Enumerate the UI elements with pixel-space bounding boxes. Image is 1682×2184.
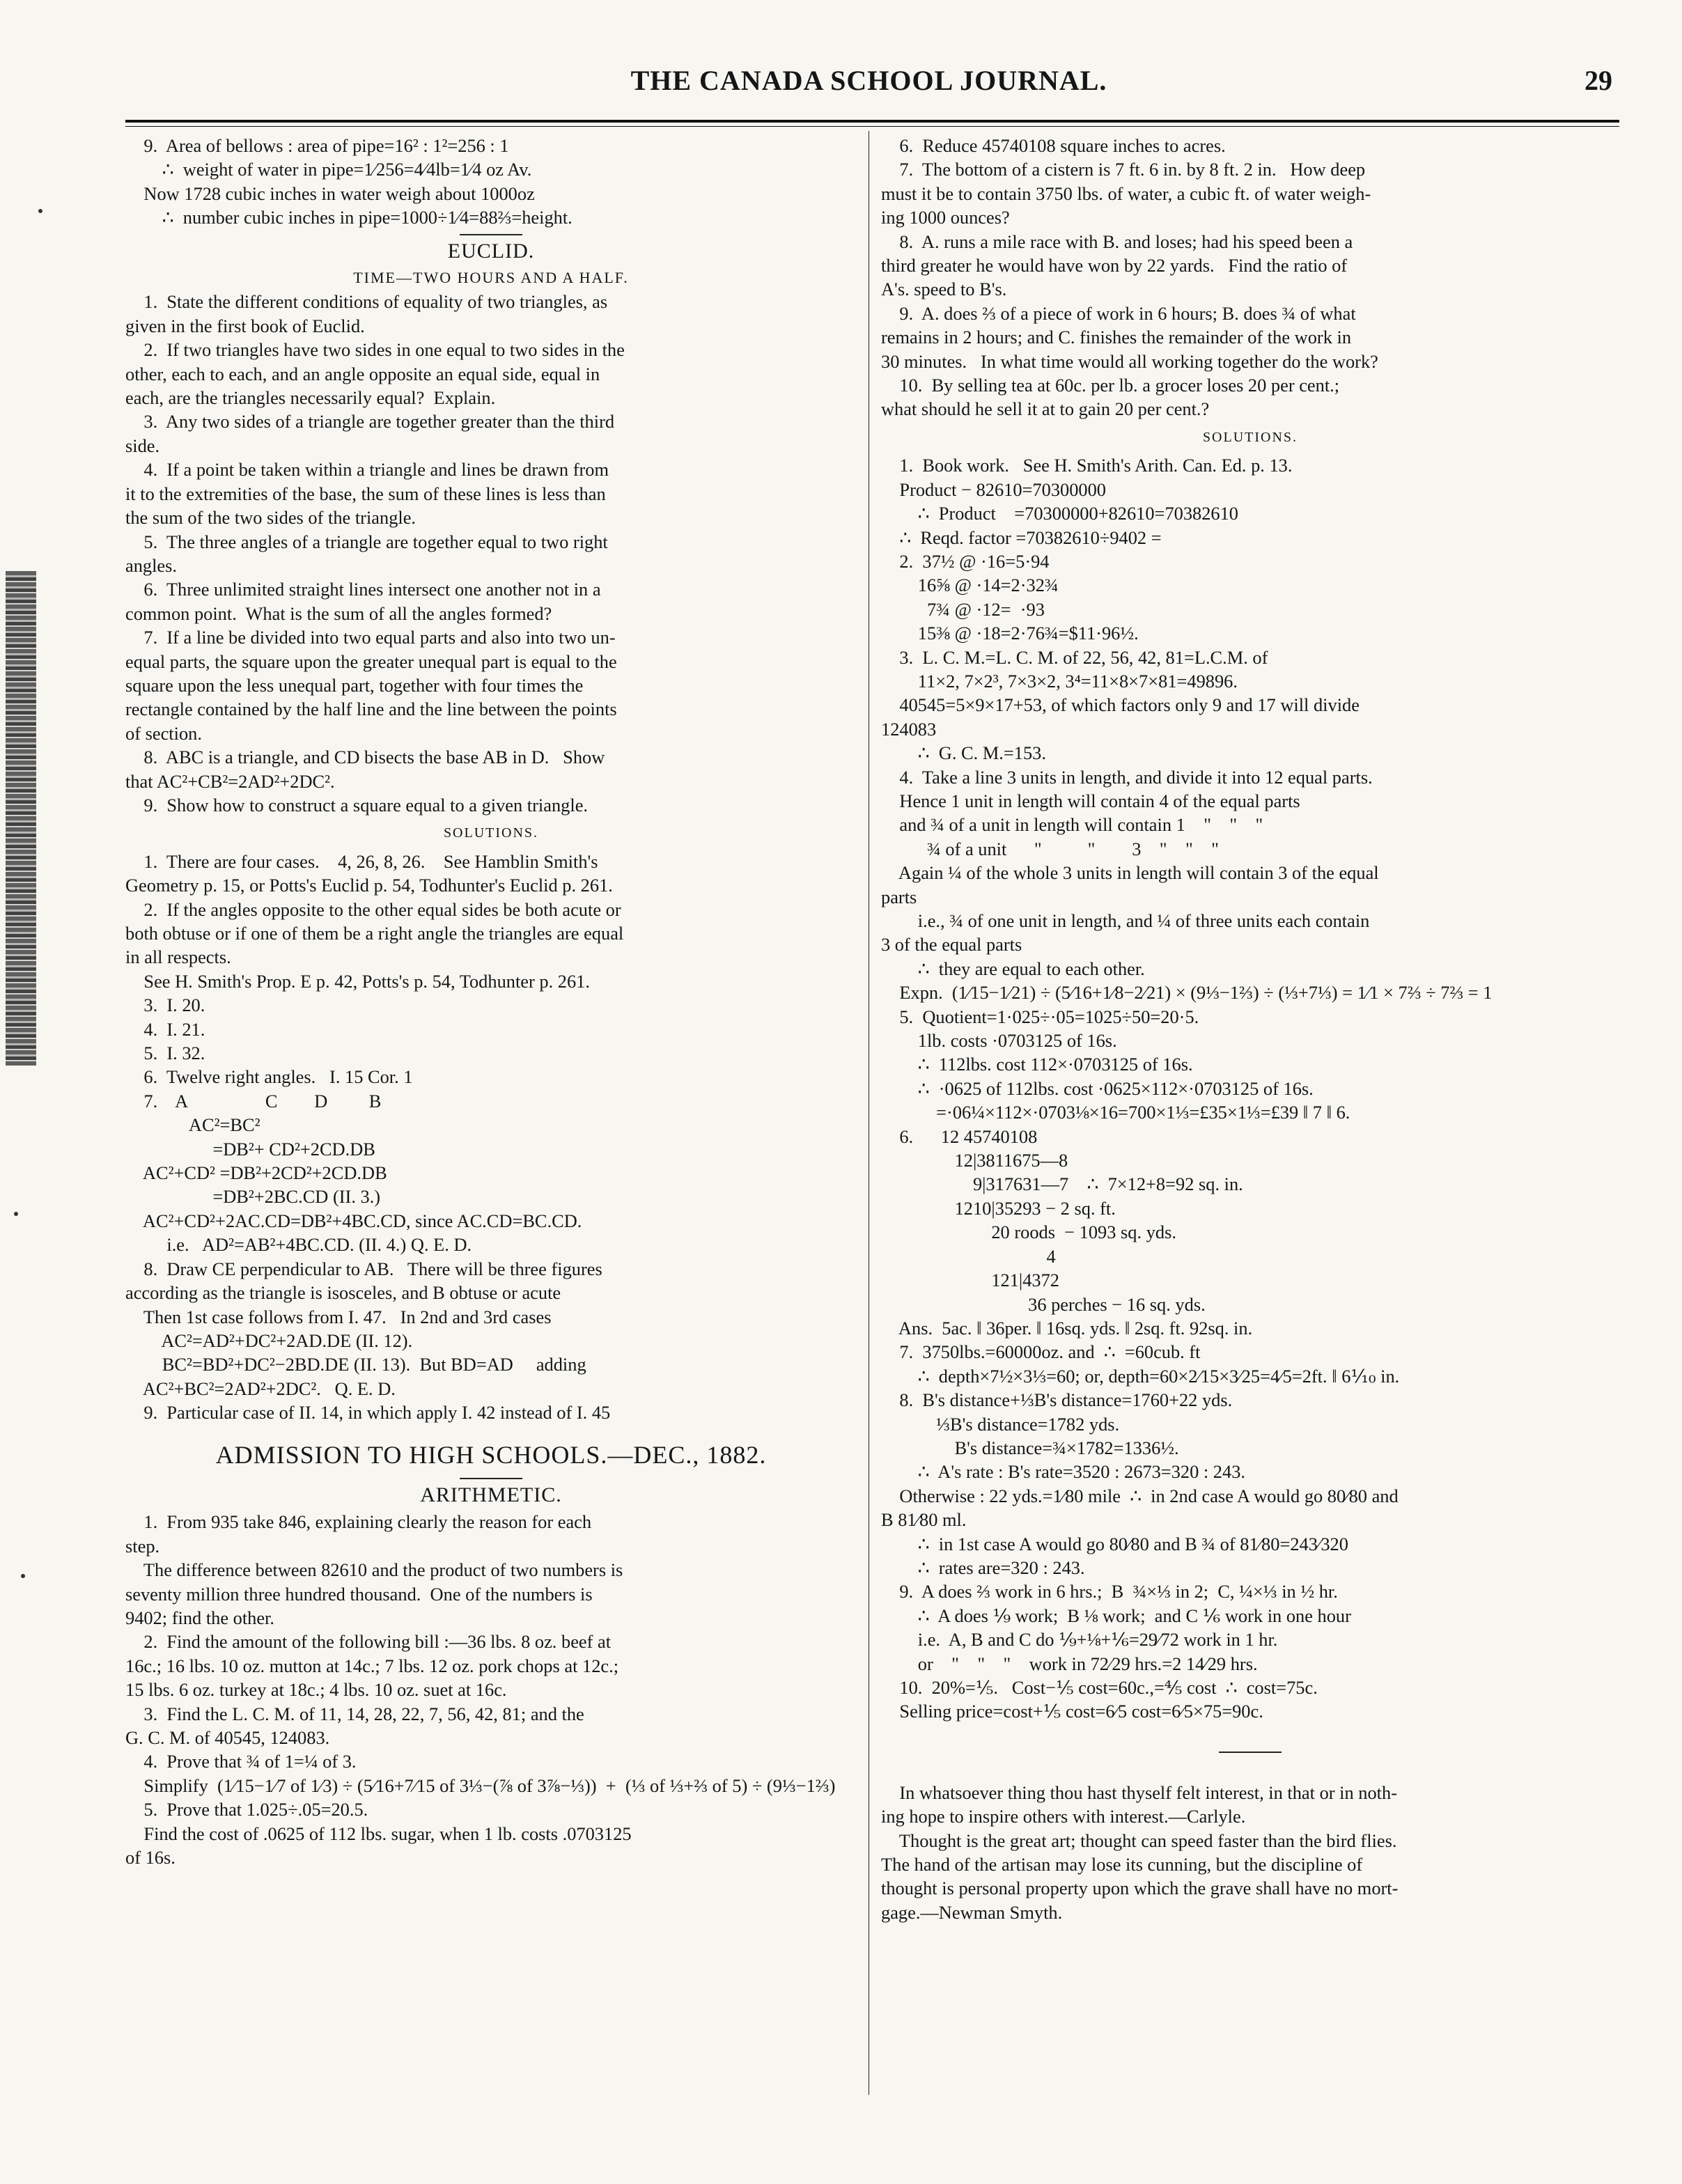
text-line: AC²=BC² <box>125 1114 260 1136</box>
text-line: 4 <box>881 1245 1056 1267</box>
text-line: ∴ 112lbs. cost 112×·0703125 of 16s. <box>881 1054 1193 1075</box>
right-column <box>881 134 1619 1924</box>
admission-title: ADMISSION TO HIGH SCHOOLS.—DEC., 1882. <box>215 1440 767 1469</box>
text-line: 1lb. costs ·0703125 of 16s. <box>881 1030 1117 1052</box>
text-line: Expn. (1⁄15−1⁄21) ÷ (5⁄16+1⁄8−2⁄21) × (9⅓−1⅔) ÷ (⅓+7⅓) = 1⁄1 × 7⅔ ÷ 7⅔ = 1 <box>881 982 1493 1004</box>
text-line: BC²=BD²+DC²−2BD.DE (II. 13). But BD=AD adding <box>125 1354 586 1375</box>
euclid-solutions <box>125 850 857 1425</box>
text-line: 1. There are four cases. 4, 26, 8, 26. See Hamblin Smith's <box>125 850 598 872</box>
text-line: 9. A does ⅔ work in 6 hrs.; B ¾×⅓ in 2; C, ¼×⅓ in ½ hr. <box>881 1581 1338 1602</box>
arithmetic-title: ARITHMETIC. <box>420 1483 562 1506</box>
text-line: gage.—Newman Smyth. <box>881 1901 1063 1923</box>
text-line: G. C. M. of 40545, 124083. <box>125 1727 330 1748</box>
text-line: =·06¼×112×·0703⅛×16=700×1⅓=£35×1⅓=£39 ‖ 7 ‖ 6. <box>881 1102 1350 1123</box>
text-line: 9. A. does ⅔ of a piece of work in 6 hours; B. does ¾ of what <box>881 302 1356 324</box>
text-line: remains in 2 hours; and C. finishes the remainder of the work in <box>881 327 1352 348</box>
arithmetic-solutions <box>881 453 1619 1724</box>
header-rule-thin <box>125 126 1619 127</box>
text-line: 7¾ @ ·12= ·93 <box>881 598 1045 620</box>
text-line: The difference between 82610 and the product of two numbers is <box>125 1559 623 1581</box>
text-line: 5. Quotient=1·025÷·05=1025÷50=20·5. <box>881 1006 1199 1027</box>
text-line: AC²=AD²+DC²+2AD.DE (II. 12). <box>125 1329 413 1351</box>
text-line: what should he sell it at to gain 20 per cent.? <box>881 398 1210 420</box>
text-line: 16⅝ @ ·14=2·32¾ <box>881 575 1059 596</box>
text-line: ∴ they are equal to each other. <box>881 958 1145 979</box>
text-line: 3. L. C. M.=L. C. M. of 22, 56, 42, 81=L.C.M. of <box>881 646 1268 668</box>
arithmetic-questions <box>125 1510 857 1869</box>
text-line: 4. I. 21. <box>125 1018 205 1040</box>
text-line: 8. B's distance+⅓B's distance=1760+22 yds. <box>881 1389 1233 1411</box>
section-rule <box>460 1478 522 1479</box>
text-line: that AC²+CB²=2AD²+2DC². <box>125 770 335 792</box>
text-line: Product − 82610=70300000 <box>881 478 1106 500</box>
text-line: ∴ ·0625 of 112lbs. cost ·0625×112×·0703125 of 16s. <box>881 1077 1314 1099</box>
text-line: Again ¼ of the whole 3 units in length will contain 3 of the equal <box>881 862 1379 884</box>
section-rule <box>1219 1752 1282 1753</box>
text-line: 9. Area of bellows : area of pipe=16² : 1²=256 : 1 <box>125 135 509 156</box>
text-line: 36 perches − 16 sq. yds. <box>881 1293 1206 1315</box>
text-line: parts <box>881 886 917 907</box>
text-line: 124083 <box>881 718 937 740</box>
bellows-solution <box>125 134 857 230</box>
text-line: In whatsoever thing thou hast thyself felt interest, in that or in noth- <box>881 1781 1397 1803</box>
text-line: ∴ number cubic inches in pipe=1000÷1⁄4=88⅔=height. <box>125 207 573 228</box>
text-line: =DB²+2BC.CD (II. 3.) <box>125 1186 381 1208</box>
text-line: thought is personal property upon which the grave shall have no mort- <box>881 1878 1399 1899</box>
text-line: 3. Any two sides of a triangle are together greater than the third <box>125 411 615 432</box>
text-line: the sum of the two sides of the triangle. <box>125 507 416 529</box>
text-line: 7. 3750lbs.=60000oz. and ∴ =60cub. ft <box>881 1341 1201 1363</box>
text-line: according as the triangle is isosceles, and B obtuse or acute <box>125 1282 561 1304</box>
text-line: ∴ weight of water in pipe=1⁄256=4⁄4lb=1⁄4 oz Av. <box>125 159 532 180</box>
text-line: Simplify (1⁄15−1⁄7 of 1⁄3) ÷ (5⁄16+7⁄15 of 3⅓−(⅞ of 3⅞−⅓)) + (⅓ of ⅓+⅔ of 5) ÷ (9⅓−1⅔) <box>125 1774 836 1796</box>
text-line: 1. State the different conditions of equality of two triangles, as <box>125 291 608 313</box>
left-column <box>125 134 857 1869</box>
text-line: 1210|35293 − 2 sq. ft. <box>881 1197 1116 1219</box>
text-line: 7. The bottom of a cistern is 7 ft. 6 in. by 8 ft. 2 in. How deep <box>881 159 1366 180</box>
text-line: Now 1728 cubic inches in water weigh about 1000oz <box>125 182 535 204</box>
text-line: Find the cost of .0625 of 112 lbs. sugar, when 1 lb. costs .0703125 <box>125 1823 632 1844</box>
section-rule <box>460 234 522 235</box>
text-line: 10. 20%=⅕. Cost−⅕ cost=60c.,=⅘ cost ∴ cost=75c. <box>881 1677 1318 1698</box>
text-line: ing hope to inspire others with interest.—Carlyle. <box>881 1806 1246 1827</box>
text-line: 20 roods − 1093 sq. yds. <box>881 1222 1176 1243</box>
text-line: 2. Find the amount of the following bill :—36 lbs. 8 oz. beef at <box>125 1631 612 1653</box>
text-line: 6. Three unlimited straight lines intersect one another not in a <box>125 579 601 600</box>
text-line: 9. Show how to construct a square equal to a given triangle. <box>125 794 589 816</box>
text-line: B 81⁄80 ml. <box>881 1509 967 1531</box>
page-number: 29 <box>1584 65 1612 96</box>
text-line: i.e., ¾ of one unit in length, and ¼ of three units each contain <box>881 910 1370 931</box>
text-line: 121|4372 <box>881 1270 1059 1291</box>
text-line: of 16s. <box>125 1847 176 1869</box>
text-line: AC²+CD²+2AC.CD=DB²+4BC.CD, since AC.CD=BC.CD. <box>125 1210 582 1231</box>
text-line: seventy million three hundred thousand. One of the numbers is <box>125 1583 593 1605</box>
text-line: in all respects. <box>125 946 231 968</box>
text-line: 6. 12 45740108 <box>881 1125 1038 1147</box>
text-line: AC²+CD² =DB²+2CD²+2CD.DB <box>125 1162 387 1184</box>
carlyle-quote <box>881 1781 1619 1829</box>
text-line: Geometry p. 15, or Potts's Euclid p. 54, Todhunter's Euclid p. 261. <box>125 875 613 896</box>
text-line: 12|3811675—8 <box>881 1150 1068 1171</box>
text-line: 7. If a line be divided into two equal parts and also into two un- <box>125 627 616 648</box>
text-line: 30 minutes. In what time would all working together do the work? <box>881 350 1378 372</box>
text-line: ∴ A does ⅑ work; B ⅛ work; and C ⅙ work in one hour <box>881 1605 1351 1626</box>
spacer <box>881 1724 1619 1747</box>
journal-title: THE CANADA SCHOOL JOURNAL. <box>630 65 1107 96</box>
text-line: Ans. 5ac. ‖ 36per. ‖ 16sq. yds. ‖ 2sq. ft. 92sq. in. <box>881 1317 1253 1339</box>
text-line: Selling price=cost+⅕ cost=6⁄5 cost=6⁄5×75=90c. <box>881 1701 1263 1722</box>
arithmetic-solutions-label: SOLUTIONS. <box>1202 429 1298 445</box>
text-line: ∴ depth×7½×3⅓=60; or, depth=60×2⁄15×3⁄25=4⁄5=2ft. ‖ 6⅒ in. <box>881 1365 1400 1387</box>
text-line: or " " " work in 72⁄29 hrs.=2 14⁄29 hrs. <box>881 1653 1258 1674</box>
text-line: square upon the less unequal part, together with four times the <box>125 674 584 696</box>
text-line: 4. Take a line 3 units in length, and divide it into 12 equal parts. <box>881 766 1373 788</box>
text-line: ∴ rates are=320 : 243. <box>881 1557 1085 1578</box>
text-line: 9. Particular case of II. 14, in which apply I. 42 instead of I. 45 <box>125 1402 611 1424</box>
text-line: 2. If two triangles have two sides in one equal to two sides in the <box>125 339 625 361</box>
text-line: 3 of the equal parts <box>881 934 1022 956</box>
text-line: of section. <box>125 722 202 744</box>
text-line: 2. If the angles opposite to the other equal sides be both acute or <box>125 898 621 920</box>
text-line: third greater he would have won by 22 yards. Find the ratio of <box>881 255 1348 276</box>
euclid-solutions-label: SOLUTIONS. <box>443 825 539 841</box>
text-line: 10. By selling tea at 60c. per lb. a grocer loses 20 per cent.; <box>881 375 1340 396</box>
text-line: it to the extremities of the base, the sum of these lines is less than <box>125 483 606 504</box>
text-line: B's distance=¾×1782=1336½. <box>881 1437 1179 1458</box>
text-line: 8. ABC is a triangle, and CD bisects the base AB in D. Show <box>125 747 605 768</box>
text-line: The hand of the artisan may lose its cunning, but the discipline of <box>881 1854 1363 1875</box>
text-line: both obtuse or if one of them be a right angle the triangles are equal <box>125 923 624 944</box>
text-line: 6. Reduce 45740108 square inches to acres. <box>881 135 1226 156</box>
text-line: must it be to contain 3750 lbs. of water, a cubic ft. of water weigh- <box>881 182 1371 204</box>
text-line: 2. 37½ @ ·16=5·94 <box>881 550 1050 572</box>
text-line: ⅓B's distance=1782 yds. <box>881 1413 1120 1435</box>
text-line: ing 1000 ounces? <box>881 207 1010 228</box>
text-line: rectangle contained by the half line and the line between the points <box>125 699 617 720</box>
text-line: side. <box>125 435 160 456</box>
text-line: equal parts, the square upon the greater unequal part is equal to the <box>125 650 617 672</box>
text-line: Thought is the great art; thought can speed faster than the bird flies. <box>881 1830 1397 1851</box>
text-line: ∴ Reqd. factor =70382610÷9402 = <box>881 526 1162 548</box>
text-line: i.e. A, B and C do ⅑+⅛+⅙=29⁄72 work in 1 hr. <box>881 1629 1278 1651</box>
text-line: ∴ Product =70300000+82610=70382610 <box>881 503 1239 524</box>
scan-binding-strip <box>6 571 36 1066</box>
text-line: AC²+BC²=2AD²+2DC². Q. E. D. <box>125 1378 396 1399</box>
text-line: 16c.; 16 lbs. 10 oz. mutton at 14c.; 7 lbs. 12 oz. pork chops at 12c.; <box>125 1655 619 1676</box>
text-line: 9402; find the other. <box>125 1607 275 1628</box>
text-line: 5. The three angles of a triangle are together equal to two right <box>125 531 608 552</box>
text-line: ¾ of a unit " " 3 " " " <box>881 838 1219 859</box>
text-line: ∴ in 1st case A would go 80⁄80 and B ¾ of 81⁄80=243⁄320 <box>881 1533 1348 1554</box>
arithmetic-questions-cont <box>881 134 1619 421</box>
scan-speck <box>21 1574 25 1578</box>
text-line: angles. <box>125 554 178 576</box>
text-line: A's. speed to B's. <box>881 279 1007 300</box>
text-line: i.e. AD²=AB²+4BC.CD. (II. 4.) Q. E. D. <box>125 1234 472 1256</box>
text-line: 8. A. runs a mile race with B. and loses; had his speed been a <box>881 231 1353 252</box>
text-line: Hence 1 unit in length will contain 4 of the equal parts <box>881 790 1300 811</box>
scan-speck <box>14 1212 18 1216</box>
text-line: See H. Smith's Prop. E p. 42, Potts's p. 54, Todhunter p. 261. <box>125 970 590 992</box>
text-line: 7. A C D B <box>125 1090 382 1112</box>
text-line: 15 lbs. 6 oz. turkey at 18c.; 4 lbs. 10 oz. suet at 16c. <box>125 1679 507 1701</box>
text-line: 6. Twelve right angles. I. 15 Cor. 1 <box>125 1066 413 1088</box>
scan-speck <box>38 209 42 213</box>
text-line: common point. What is the sum of all the angles formed? <box>125 602 552 624</box>
text-line: and ¾ of a unit in length will contain 1 " " " <box>881 814 1263 836</box>
euclid-title: EUCLID. <box>447 239 535 263</box>
euclid-time: TIME—TWO HOURS AND A HALF. <box>353 269 629 287</box>
text-line: ∴ A's rate : B's rate=3520 : 2673=320 : 243. <box>881 1461 1245 1483</box>
text-line: 4. If a point be taken within a triangle and lines be drawn from <box>125 459 609 481</box>
text-line: 9|317631—7 ∴ 7×12+8=92 sq. in. <box>881 1173 1243 1195</box>
euclid-questions <box>125 290 857 817</box>
text-line: other, each to each, and an angle opposite an equal side, equal in <box>125 363 600 384</box>
header-rule-thick <box>125 120 1619 123</box>
text-line: step. <box>125 1535 160 1557</box>
text-line: given in the first book of Euclid. <box>125 315 365 336</box>
text-line: =DB²+ CD²+2CD.DB <box>125 1138 375 1160</box>
text-line: each, are the triangles necessarily equal? Explain. <box>125 387 496 409</box>
text-line: 5. I. 32. <box>125 1043 205 1064</box>
text-line: 15⅜ @ ·18=2·76¾=$11·96½. <box>881 623 1139 644</box>
smyth-quote <box>881 1829 1619 1925</box>
text-line: 4. Prove that ¾ of 1=¼ of 3. <box>125 1751 357 1772</box>
text-line: 8. Draw CE perpendicular to AB. There will be three figures <box>125 1258 602 1279</box>
text-line: 3. Find the L. C. M. of 11, 14, 28, 22, 7, 56, 42, 81; and the <box>125 1703 584 1724</box>
text-line: Then 1st case follows from I. 47. In 2nd and 3rd cases <box>125 1306 552 1327</box>
text-line: 11×2, 7×2³, 7×3×2, 3⁴=11×8×7×81=49896. <box>881 670 1238 692</box>
text-line: 40545=5×9×17+53, of which factors only 9 and 17 will divide <box>881 694 1360 716</box>
spacer <box>881 1757 1619 1781</box>
text-line: 1. From 935 take 846, explaining clearly the reason for each <box>125 1511 592 1533</box>
text-line: ∴ G. C. M.=153. <box>881 742 1046 764</box>
text-line: Otherwise : 22 yds.=1⁄80 mile ∴ in 2nd case A would go 80⁄80 and <box>881 1485 1399 1506</box>
text-line: 5. Prove that 1.025÷.05=20.5. <box>125 1799 368 1820</box>
page-header <box>125 64 1612 106</box>
text-line: 3. I. 20. <box>125 994 205 1016</box>
text-line: 1. Book work. See H. Smith's Arith. Can. Ed. p. 13. <box>881 455 1293 476</box>
